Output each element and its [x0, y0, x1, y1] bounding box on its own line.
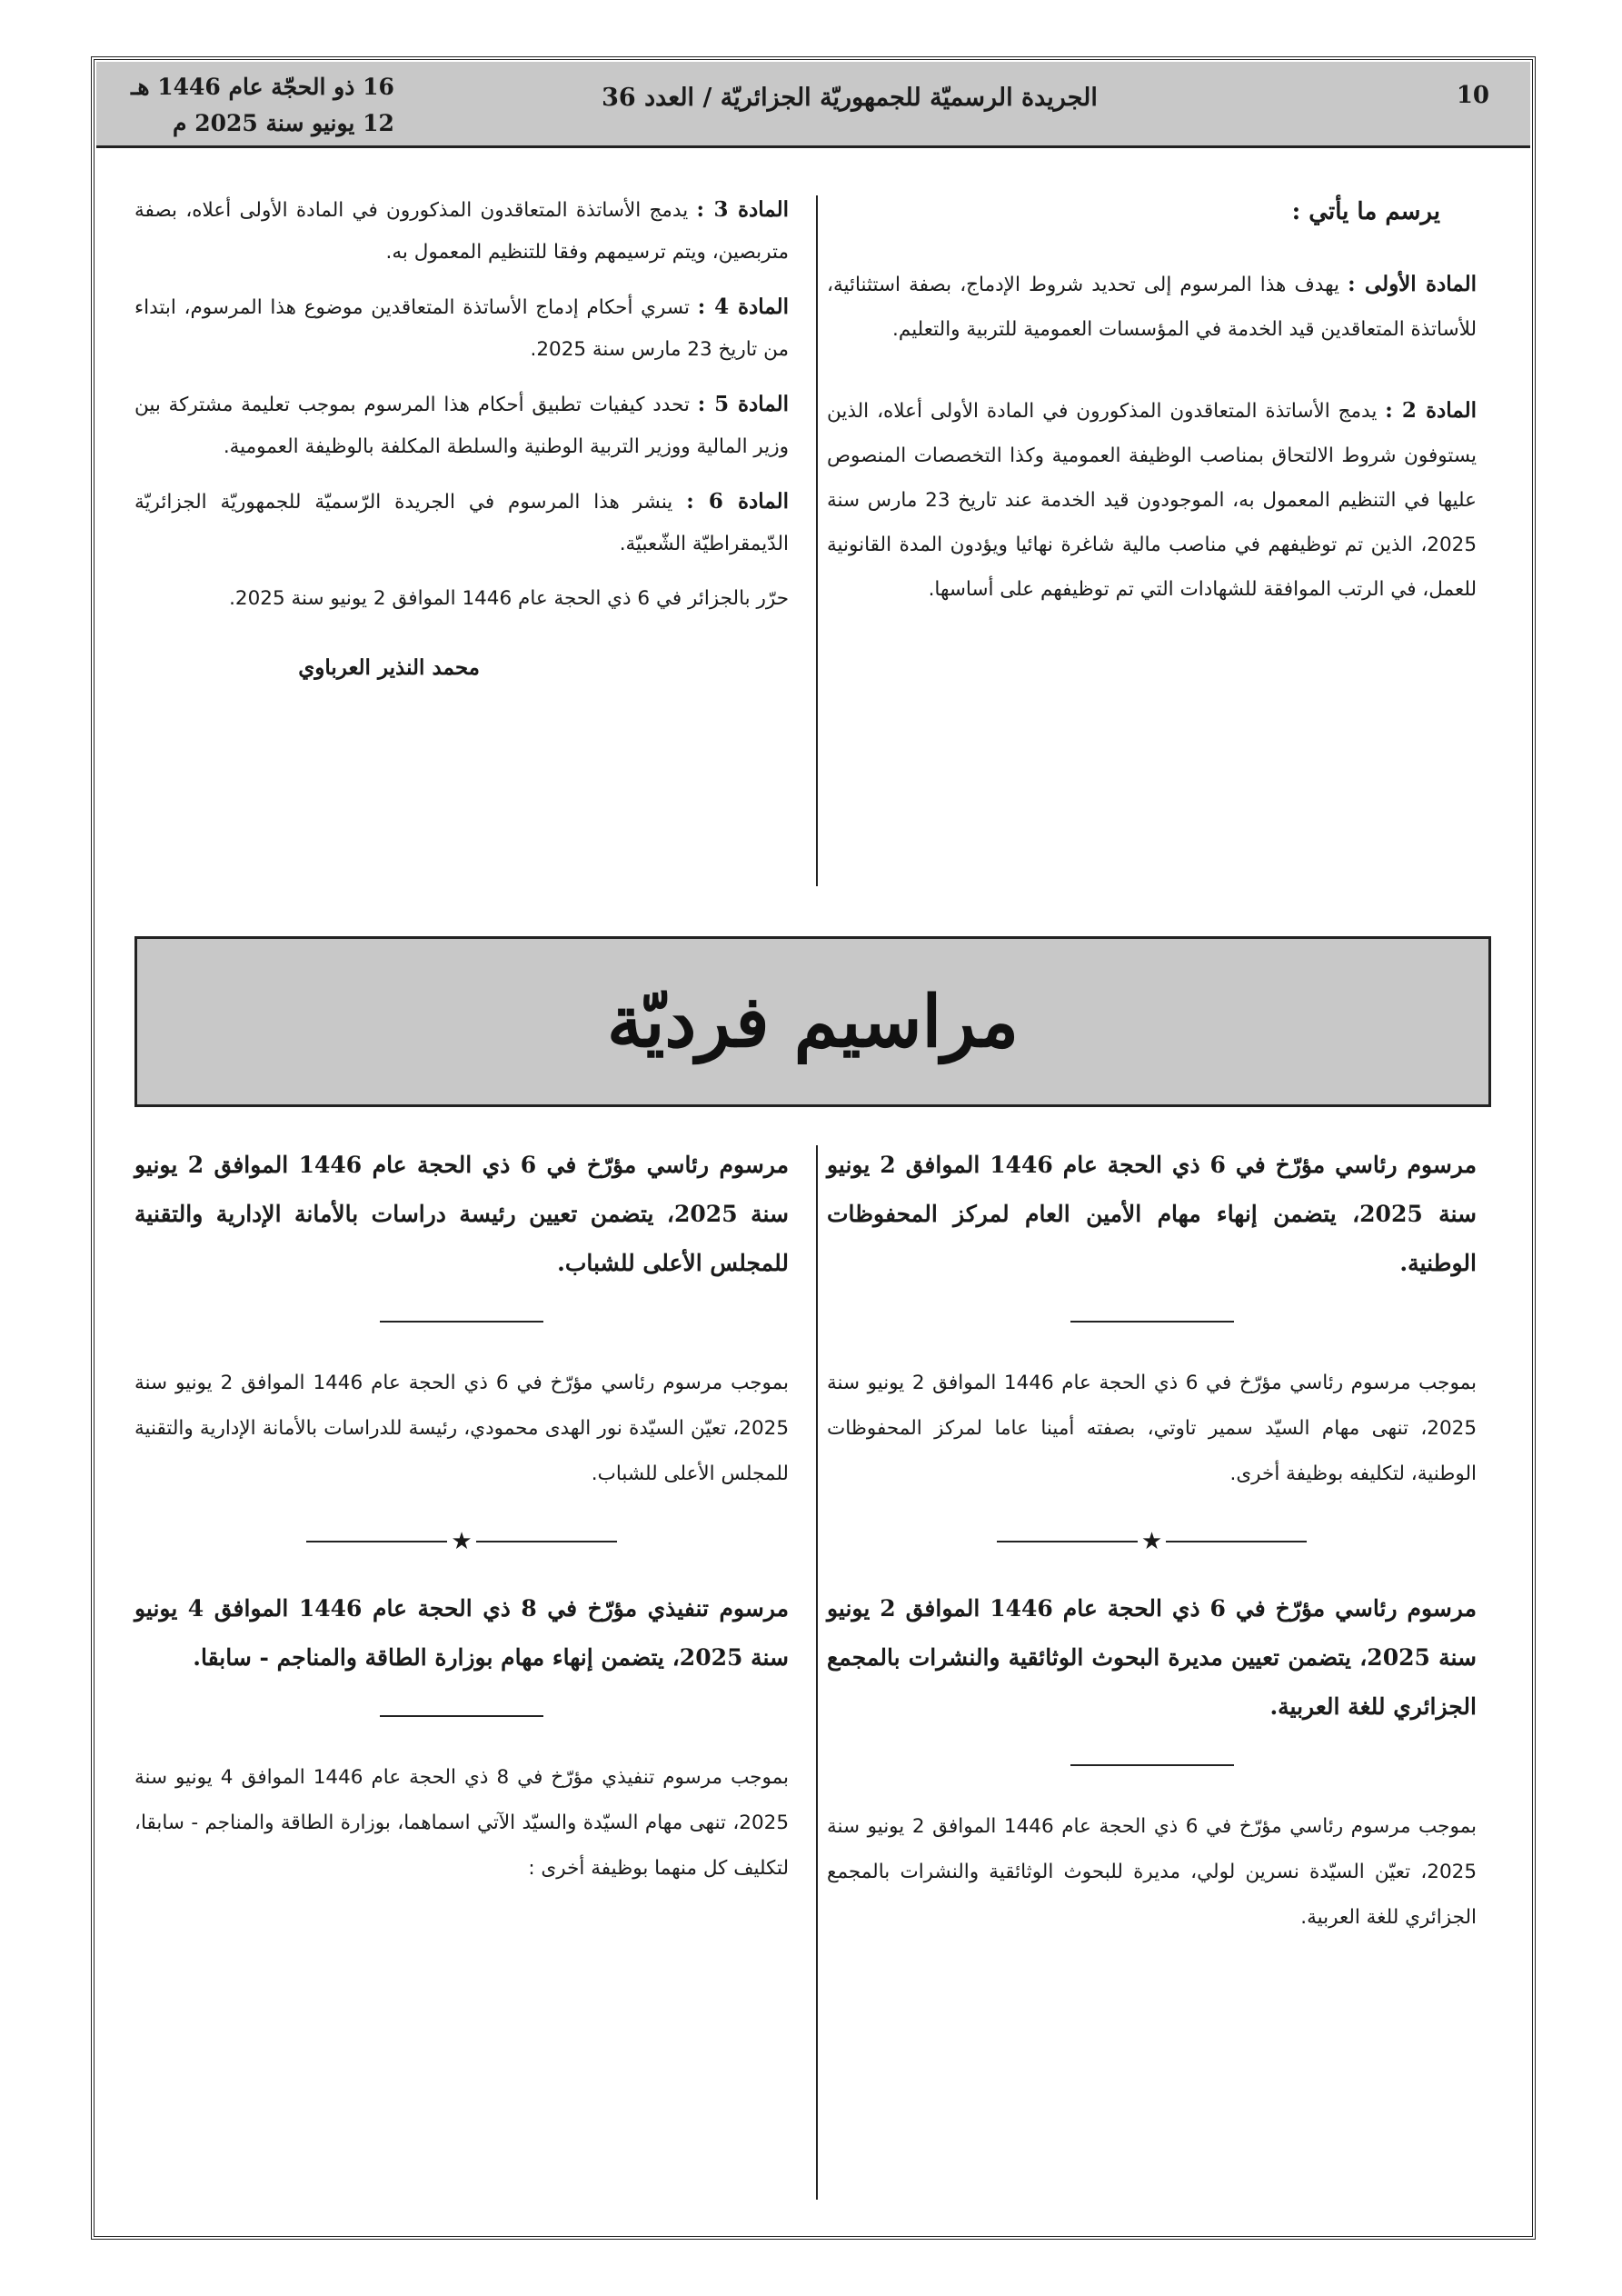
- star-icon: ★: [1140, 1528, 1163, 1555]
- article-text: تحدد كيفيات تطبيق أحكام هذا المرسوم بموجب تعليمة مشتركة بين وزير المالية ووزير التربية الوطنية والسلطة المكلفة بالوظيفة العمومية.: [134, 394, 789, 458]
- decree-title: مرسوم رئاسي مؤرّخ في 6 ذي الحجة عام 1446 الموافق 2 يونيو سنة 2025، يتضمن تعيين رئيسة دراسات بالأمانة الإدارية والتقنية للمجلس الأعلى للشباب.: [134, 1152, 790, 1276]
- column-divider-bottom: [816, 1145, 818, 2200]
- page-header: [96, 62, 1530, 148]
- article-3: [134, 189, 789, 274]
- page-number: 10: [1456, 82, 1489, 109]
- hijri-date: 16 ذو الحجّة عام 1446 هـ: [131, 74, 394, 100]
- article-text: يدمج الأساتذة المتعاقدون المذكورون في المادة الأولى أعلاه، بصفة متربصين، ويتم ترسيمهم وفقا للتنظيم المعمول به.: [134, 199, 789, 264]
- article-label: المادة 2 :: [1385, 398, 1477, 423]
- decree-intro: يرسم ما يأتي :: [1291, 198, 1440, 225]
- decree-entry: [827, 1141, 1477, 1497]
- star-icon: ★: [451, 1528, 473, 1555]
- signed-place-date: حرّر بالجزائر في 6 ذي الحجة عام 1446 الموافق 2 يونيو سنة 2025.: [229, 587, 789, 610]
- decree-entry: [134, 1584, 789, 1892]
- section-banner: [134, 936, 1491, 1107]
- gazette-title: الجريدة الرسميّة للجمهوريّة الجزائريّة / العدد 36: [602, 84, 1098, 112]
- decree-top-right-column: [827, 186, 1477, 624]
- signatory-name: محمد النذير العرباوي: [298, 655, 480, 680]
- decree-top-left-column: [134, 189, 789, 689]
- decree-body: بموجب مرسوم تنفيذي مؤرّخ في 8 ذي الحجة عام 1446 الموافق 4 يونيو سنة 2025، تنهى مهام السيّدة والسيّد الآتي اسماهما، بوزارة الطاقة والمناجم - سابقا، لتكليف كل منهما بوظيفة أخرى :: [134, 1766, 789, 1880]
- article-label: المادة 3 :: [696, 197, 789, 222]
- article-2: [827, 388, 1477, 612]
- article-1: [827, 262, 1477, 352]
- article-4: [134, 286, 789, 371]
- article-label: المادة 5 :: [697, 392, 789, 416]
- short-rule: [380, 1321, 543, 1323]
- article-label: المادة 4 :: [697, 294, 789, 319]
- decree-title: مرسوم رئاسي مؤرّخ في 6 ذي الحجة عام 1446 الموافق 2 يونيو سنة 2025، يتضمن تعيين مديرة البحوث الوثائقية والنشرات بالمجمع الجزائري للغة العربية.: [827, 1595, 1477, 1720]
- column-divider-top: [816, 195, 818, 886]
- article-text: يهدف هذا المرسوم إلى تحديد شروط الإدماج، بصفة استثنائية، للأساتذة المتعاقدين قيد الخدمة في المؤسسات العمومية للتربية والتعليم.: [827, 274, 1477, 341]
- gregorian-date: 12 يونيو سنة 2025 م: [173, 110, 394, 136]
- article-6: [134, 481, 789, 565]
- decrees-right-column: [827, 1141, 1477, 1941]
- section-title: مراسيم فرديّة: [606, 980, 1020, 1063]
- article-label: المادة 6 :: [686, 489, 789, 514]
- decree-body: بموجب مرسوم رئاسي مؤرّخ في 6 ذي الحجة عام 1446 الموافق 2 يونيو سنة 2025، تعيّن السيّدة نسرين لولي، مديرة للبحوث الوثائقية والنشرات بالمجمع الجزائري للغة العربية.: [827, 1815, 1477, 1929]
- decree-title: مرسوم تنفيذي مؤرّخ في 8 ذي الحجة عام 1446 الموافق 4 يونيو سنة 2025، يتضمن إنهاء مهام بوزارة الطاقة والمناجم - سابقا.: [134, 1595, 789, 1671]
- decree-body: بموجب مرسوم رئاسي مؤرّخ في 6 ذي الحجة عام 1446 الموافق 2 يونيو سنة 2025، تعيّن السيّدة نور الهدى محمودي، رئيسة للدراسات بالأمانة الإدارية والتقنية للمجلس الأعلى للشباب.: [134, 1372, 790, 1485]
- article-label: المادة الأولى :: [1348, 272, 1477, 296]
- issue-dates: [131, 69, 394, 142]
- short-rule: [380, 1715, 543, 1717]
- star-separator: [827, 1530, 1477, 1553]
- decree-entry: [827, 1584, 1477, 1941]
- short-rule: [1070, 1321, 1234, 1323]
- star-separator: [134, 1530, 789, 1553]
- article-text: تسري أحكام إدماج الأساتذة المتعاقدين موضوع هذا المرسوم، ابتداء من تاريخ 23 مارس سنة 2025.: [134, 296, 789, 361]
- article-5: [134, 384, 789, 468]
- decree-title: مرسوم رئاسي مؤرّخ في 6 ذي الحجة عام 1446 الموافق 2 يونيو سنة 2025، يتضمن إنهاء مهام الأمين العام لمركز المحفوظات الوطنية.: [827, 1152, 1477, 1276]
- article-text: يدمج الأساتذة المتعاقدون المذكورون في المادة الأولى أعلاه، الذين يستوفون شروط الالتحاق بمناصب الوظيفة العمومية وكذا التخصصات المنصوص عليها في التنظيم المعمول به، الموجودون قيد الخدمة عند تاريخ 23 مارس سنة 2025، الذين تم توظيفهم في مناصب مالية شاغرة نهائيا ويؤدون المدة القانونية للعمل، في الرتب الموافقة للشهادات التي تم توظيفهم على أساسها.: [827, 400, 1477, 601]
- short-rule: [1070, 1764, 1234, 1766]
- decrees-left-column: [134, 1141, 789, 1892]
- decree-entry: [134, 1141, 789, 1497]
- decree-body: بموجب مرسوم رئاسي مؤرّخ في 6 ذي الحجة عام 1446 الموافق 2 يونيو سنة 2025، تنهى مهام السيّد سمير تاوتي، بصفته أمينا عاما لمركز المحفوظات الوطنية، لتكليفه بوظيفة أخرى.: [827, 1372, 1477, 1485]
- article-text: ينشر هذا المرسوم في الجريدة الرّسميّة للجمهوريّة الجزائريّة الدّيمقراطيّة الشّعبيّة.: [134, 491, 789, 555]
